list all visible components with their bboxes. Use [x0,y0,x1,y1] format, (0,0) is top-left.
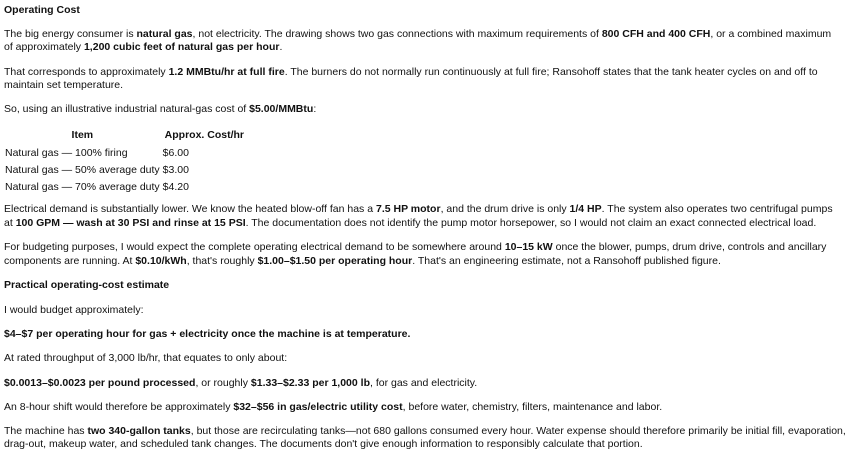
para-budget-intro: I would budget approximately: [4,304,144,316]
para-throughput: At rated throughput of 3,000 lb/hr, that equates to only about: [4,352,288,364]
table-cell: Natural gas — 70% average duty [5,181,160,193]
text-span: Electrical demand is substantially lower. We know the heated blow-off fan has a [4,203,376,215]
bold-span: $32–$56 in gas/electric utility cost [233,401,403,413]
text-span: , and the drum drive is only [440,203,570,215]
bold-span: two 340-gallon tanks [87,425,191,437]
para-illustrative-cost [4,102,796,116]
table-row [4,162,245,179]
para-mmbtu-line2: maintain set temperature. [4,79,124,91]
bold-span: natural gas [136,28,193,40]
text-span: , that's roughly [186,255,258,267]
table-row [4,145,245,162]
bold-span: 1/4 HP [569,203,602,215]
table-row [4,179,245,196]
heading-practical-estimate: Practical operating-cost estimate [4,279,170,291]
text-span: . The burners do not normally run continuously at full fire; Ransohoff states that the tank heater cycles on and off to [284,66,818,78]
text-span: at [4,217,16,229]
para-hourly-estimate [4,327,796,341]
text-span: The big energy consumer is [4,28,137,40]
para-water-line2: drag-out, makeup water, and scheduled tank changes. The documents don't give enough information to responsibly calculate that portion. [4,438,643,450]
text-span: . That's an engineering estimate, not a Ransohoff published figure. [412,255,721,267]
bold-span: 1.2 MMBtu/hr at full fire [168,66,285,78]
text-span: An 8-hour shift would therefore be approximately [4,401,234,413]
text-span: That corresponds to approximately [4,66,169,78]
text-span: : [313,103,317,115]
text-span: , or roughly [195,377,251,389]
para-electrical-line1 [4,202,833,216]
table-header-row [4,128,245,145]
bold-span: $0.0013–$0.0023 per pound processed [4,377,196,389]
table-cell: $4.20 [162,181,189,193]
text-span: The machine has [4,425,88,437]
bold-span: 100 GPM — wash at 30 PSI and rinse at 15 PSI [15,217,246,229]
table-cell: $3.00 [162,164,189,176]
cost-table [4,128,245,196]
para-gas-consumer-line2 [4,40,796,54]
text-span: So, using an illustrative industrial natural-gas cost of [4,103,250,115]
text-span: , before water, chemistry, filters, maintenance and labor. [402,401,663,413]
table-cell: Natural gas — 50% average duty [5,164,160,176]
heading-operating-cost: Operating Cost [4,4,80,16]
text-span: . [279,41,283,53]
text-span: components are running. At [4,255,136,267]
text-span: once the blower, pumps, drum drive, controls and ancillary [552,241,827,253]
bold-span: $0.10/kWh [135,255,187,267]
table-cell: $6.00 [162,147,189,159]
para-mmbtu-line1 [4,65,818,79]
text-span: , for gas and electricity. [369,377,478,389]
table-cell: Natural gas — 100% firing [5,147,128,159]
text-span: of approximately [4,41,84,53]
text-span: , not electricity. The drawing shows two gas connections with maximum requirements of [192,28,602,40]
text-span: For budgeting purposes, I would expect the complete operating electrical demand to be somewhere around [4,241,505,253]
para-shift-cost [4,400,796,414]
para-budgeting-line1 [4,240,827,254]
column-header-item: Item [71,129,94,141]
bold-span: 1,200 cubic feet of natural gas per hour [83,41,280,53]
text-span: , or a combined maximum [710,28,832,40]
bold-span: $4–$7 per operating hour for gas + electricity once the machine is at temperature. [4,328,411,340]
text-span: . The documentation does not identify the pump motor horsepower, so I would not claim an exact connected electrical load. [245,217,817,229]
para-budgeting-line2 [4,254,796,268]
column-header-cost: Approx. Cost/hr [164,129,245,141]
para-gas-consumer-line1 [4,27,832,41]
para-per-pound [4,376,796,390]
bold-span: $5.00/MMBtu [249,103,314,115]
text-span: , but those are recirculating tanks—not 680 gallons consumed every hour. Water expense should therefore primarily be initial fill, evaporation, [190,425,846,437]
para-water-line1 [4,424,846,438]
bold-span: 10–15 kW [504,241,553,253]
bold-span: 800 CFH and 400 CFH [601,28,711,40]
bold-span: $1.00–$1.50 per operating hour [257,255,413,267]
text-span: . The system also operates two centrifugal pumps [601,203,833,215]
para-electrical-line2 [4,216,817,230]
bold-span: $1.33–$2.33 per 1,000 lb [250,377,370,389]
bold-span: 7.5 HP motor [375,203,441,215]
